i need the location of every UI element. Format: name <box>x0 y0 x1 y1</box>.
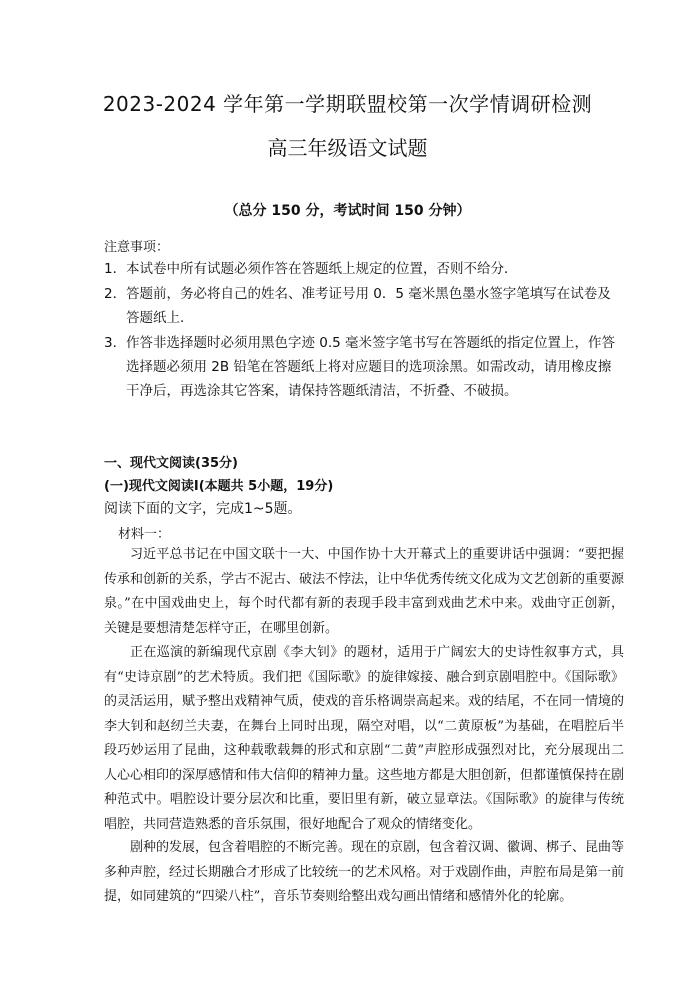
body-paragraph: 习近平总书记在中国文联十一大、中国作协十大开幕式上的重要讲话中强调：“要把握传承和创新的关系，学古不泥古、破法不悖法，让中华优秀传统文化成为文艺创新的重要源泉。”在中国戏曲史上，每个时代都有新的表现手段丰富到戏曲艺术中来。戏曲守正创新，关键是要想清楚怎样守正，在哪里创新。 <box>104 547 625 636</box>
notice-item <box>104 257 624 281</box>
notice-text: 本试卷中所有试题必须作答在答题纸上规定的位置，否则不给分． <box>126 261 518 277</box>
exam-subject-title: 高三年级语文试题 <box>267 136 428 160</box>
notice-text: 作答非选择题时必须用黑色字迹 0.5 毫米签字笔书写在答题纸的指定位置上，作答选择题必须用 2B 铅笔在答题纸上将对应题目的选项涂黑。如需改动，请用橡皮擦干净后，再选涂其它答案，请保持答题纸清洁，不折叠、不破损。 <box>126 335 616 399</box>
section-heading: 一、现代文阅读(35分) <box>104 456 238 471</box>
reading-instruction: 阅读下面的文字，完成1~5题。 <box>104 501 302 517</box>
exam-title: 2023-2024 学年第一学期联盟校第一次学情调研检测 <box>102 92 593 116</box>
notice-text: 答题前，务必将自己的姓名、准考证号用 0．5 毫米黑色墨水签字笔填写在试卷及答题纸上． <box>126 286 611 326</box>
notice-list <box>104 257 624 404</box>
notice-item <box>104 282 624 330</box>
notice-number: 1． <box>104 261 127 277</box>
subsection-heading: (一)现代文阅读Ⅰ(本题共 5小题，19分) <box>104 479 334 494</box>
body-paragraph: 剧种的发展，包含着唱腔的不断完善。现在的京剧，包含着汉调、徽调、梆子、昆曲等多种声腔，经过长期融合才形成了比较统一的艺术风格。对于戏剧作曲，声腔布局是第一前提，如同建筑的“四梁八柱”，音乐节奏则给整出戏勾画出情绪和感情外化的轮廓。 <box>104 840 625 904</box>
notice-label: 注意事项： <box>104 240 170 255</box>
notice-number: 3． <box>104 335 127 351</box>
exam-score-time: （总分 150 分，考试时间 150 分钟） <box>224 203 471 219</box>
notice-number: 2． <box>104 286 127 302</box>
notice-item <box>104 331 624 403</box>
body-paragraph: 正在巡演的新编现代京剧《李大钊》的题材，适用于广阔宏大的史诗性叙事方式，具有“史诗京剧”的艺术特质。我们把《国际歌》的旋律嫁接、融合到京剧唱腔中。《国际歌》的灵活运用，赋予整出戏精神气质，使戏的音乐格调崇高起来。戏的结尾，不在同一情境的李大钊和赵纫兰夫妻，在舞台上同时出现，隔空对唱，以“二黄原板”为基础，在唱腔后半段巧妙运用了昆曲，这种载歌载舞的形式和京剧“二黄”声腔形成强烈对比，充分展现出二人心心相印的深厚感情和伟大信仰的精神力量。这些地方都是大胆创新，但都谨慎保持在剧种范式中。唱腔设计要分层次和比重，要旧里有新，破立显章法。《国际歌》的旋律与传统唱腔，共同营造熟悉的音乐氛围，很好地配合了观众的情绪变化。 <box>104 645 625 832</box>
material-label: 材料一： <box>118 527 171 542</box>
